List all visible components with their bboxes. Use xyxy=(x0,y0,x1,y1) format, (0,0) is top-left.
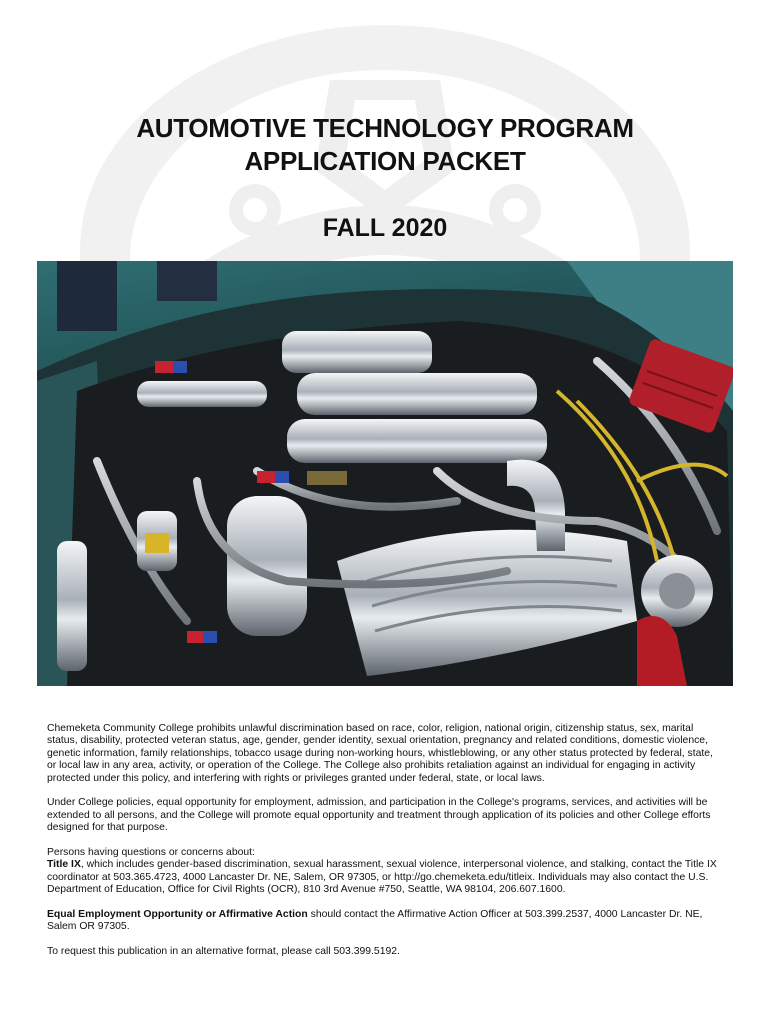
nondiscrimination-paragraph: Chemeketa Community College prohibits unlawful discrimination based on race, color, religion, national origin, citizenship status, sex, marital status, disability, protected veteran status, age, gender, gender identity, sexual orientation, pregnancy and related conditions, domestic violence, genetic information, family relationships, tobacco usage during non-working hours, whistleblowing, or any other status protected by federal, state, or local law in any area, activity, or operation of the College. The College also prohibits retaliation against an individual for engaging in activity protected under this policy, and interfering with rights or privileges granted under federal, state, or local laws. xyxy=(47,723,713,784)
title-ix-label: Title IX xyxy=(47,859,81,871)
document-title xyxy=(0,112,770,178)
equal-opportunity-paragraph: Under College policies, equal opportunity for employment, admission, and participation in the College's programs, services, and activities will be extended to all persons, and the College will promote equal opportunity and treatment through application of its policies and other College efforts designed for that purpose. xyxy=(47,797,711,834)
alt-format-paragraph: To request this publication in an alternative format, please call 503.399.5192. xyxy=(47,946,400,958)
eeo-text: should contact the Affirmative Action Officer at 503.399.2537, 4000 Lancaster Dr. NE, Salem OR 97305. xyxy=(47,909,703,933)
concerns-intro: Persons having questions or concerns about: xyxy=(47,847,255,859)
term-label: FALL 2020 xyxy=(322,214,448,242)
eeo-paragraph xyxy=(47,909,724,934)
title-ix-text: , which includes gender-based discrimination, sexual harassment, sexual violence, interpersonal violence, and stalking, contact the Title IX coordinator at 503.365.4723, 4000 Lancaster Dr. NE, Salem, OR 97305, or http://go.chemeketa.edu/titleix. Individuals may also contact the U.S. Department of Education, Office for Civil Rights (OCR), 810 3rd Avenue #750, Seattle, WA 98104, 206.607.1600. xyxy=(47,859,717,896)
nondiscrimination-notice xyxy=(47,723,724,971)
eeo-label: Equal Employment Opportunity or Affirmative Action xyxy=(47,909,308,921)
concerns-paragraph xyxy=(47,847,724,897)
engine-photo xyxy=(37,261,733,686)
title-line-1: AUTOMOTIVE TECHNOLOGY PROGRAM xyxy=(136,113,634,143)
title-line-2: APPLICATION PACKET xyxy=(244,146,526,176)
